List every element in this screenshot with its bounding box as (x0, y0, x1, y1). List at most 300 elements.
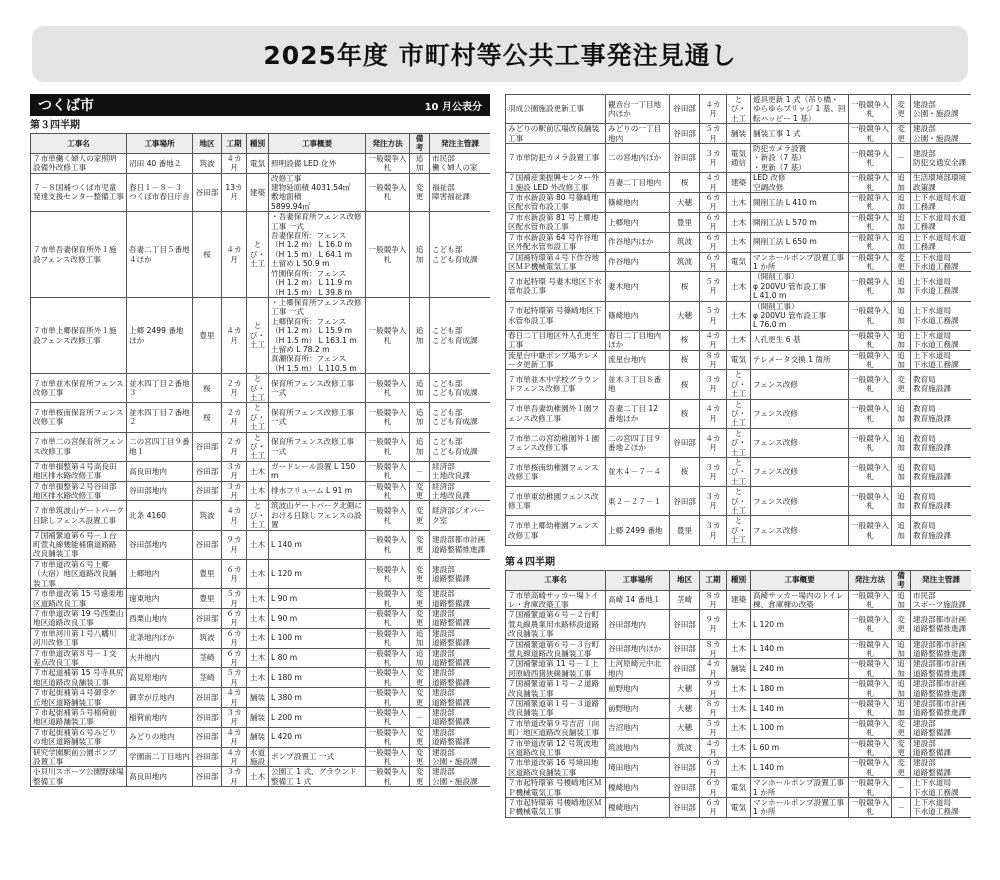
district-cell: 桜 (670, 330, 700, 350)
duration-cell: ８カ月 (700, 590, 727, 610)
table-row (506, 124, 972, 144)
department-cell: 教育局 教育施設課 (911, 516, 972, 545)
table-row (506, 798, 972, 818)
department-cell: 教育局 教育施設課 (911, 370, 972, 399)
remarks-cell: 変更 (410, 559, 430, 588)
work-location-cell: 流星台地内 (606, 350, 670, 370)
department-cell: 上下水道局 下水道工務課 (911, 330, 972, 350)
bidding-method-cell: 一般競争入札 (366, 668, 410, 688)
work-type-cell: 水道施設 (247, 747, 269, 767)
work-summary-cell: 人孔更生 6 基 (751, 330, 849, 350)
work-type-cell: 土木 (247, 530, 269, 559)
duration-cell: ４カ月 (222, 747, 247, 767)
duration-cell: ４カ月 (700, 659, 727, 679)
remarks-cell: 変更 (410, 530, 430, 559)
department-cell: 生活環境部環境政策課 (911, 173, 972, 193)
remarks-cell: 変更 (892, 610, 911, 639)
work-name-cell: ７市起特環 号妻木地区下水管布設工事 (506, 272, 606, 301)
work-type-cell: 土木 (247, 608, 269, 628)
bidding-method-cell: 一般競争入札 (849, 738, 892, 758)
work-summary-cell: 排水フリューム L 91 m (269, 481, 366, 501)
table-row (506, 698, 972, 718)
bidding-method-cell: 一般競争入札 (366, 559, 410, 588)
table-row (31, 173, 491, 212)
bidding-method-cell: 一般競争入札 (849, 590, 892, 610)
district-cell: 筑波 (193, 153, 222, 173)
department-cell: 建設部 道路整備課 (430, 559, 491, 588)
work-name-cell: ７市単高崎サッカー場トイレ・倉庫改築工事 (506, 590, 606, 610)
duration-cell: ６カ月 (222, 608, 247, 628)
duration-cell: ３カ月 (222, 767, 247, 787)
work-name-cell: ７市単桜南幼稚園フェンス改修工事 (506, 458, 606, 487)
remarks-cell: 追加 (892, 659, 911, 679)
duration-cell: ６カ月 (700, 758, 727, 778)
column-header-bidding-method: 発注方法 (366, 134, 410, 154)
department-cell: こども部 こども育成課 (430, 297, 491, 373)
table-row (506, 659, 972, 679)
bidding-method-cell: 一般競争入札 (849, 95, 892, 124)
remarks-cell: 追加 (892, 330, 911, 350)
work-summary-cell: テレメータ交換 1 箇所 (751, 350, 849, 370)
department-cell: 建設部都市計画道路整備推進課 (911, 698, 972, 718)
work-name-cell: ７市単二の宮幼稚園外１園フェンス改修工事 (506, 428, 606, 457)
bidding-method-cell: 一般競争入札 (366, 432, 410, 461)
remarks-cell: 変更 (892, 370, 911, 399)
duration-cell: ４カ月 (700, 399, 727, 428)
work-location-cell: 筑波地内 (606, 738, 670, 758)
work-name-cell: ７市単働く婦人の家照明設備外改修工事 (31, 153, 127, 173)
duration-cell: ４カ月 (700, 173, 727, 193)
table-row (31, 648, 491, 668)
district-cell: 桜 (670, 399, 700, 428)
bidding-method-cell: 一般競争入札 (849, 212, 892, 232)
district-cell: 大穂 (670, 698, 700, 718)
bidding-method-cell: 一般競争入札 (849, 458, 892, 487)
work-location-cell: 高良田地内 (127, 767, 193, 787)
department-cell: 建設部 公園・施設課 (911, 124, 972, 144)
work-summary-cell: L 180 m (751, 679, 849, 699)
column-header-duration: 工期 (222, 134, 247, 154)
work-summary-cell: L 60 m (751, 738, 849, 758)
page-title: 2025年度 市町村等公共工事発注見通し (263, 41, 737, 70)
remarks-cell: 追加 (410, 153, 430, 173)
duration-cell: ４カ月 (700, 428, 727, 457)
table-row (506, 350, 972, 370)
work-name-cell: ７市単道改第 19 号西栗山地区道路改良工事 (31, 608, 127, 628)
work-name-cell: ７市単筑波山ゲートパーク日除しフェンス設置工事 (31, 501, 127, 530)
table-row (31, 297, 491, 373)
duration-cell: ５カ月 (222, 668, 247, 688)
work-name-cell: ７市起特環第 号篠崎地区下水管布設工事 (506, 301, 606, 330)
bidding-method-cell: 一般競争入札 (849, 173, 892, 193)
work-location-cell: 境田地内 (606, 758, 670, 778)
district-cell: 谷田部 (670, 610, 700, 639)
department-cell: 福祉部 障害福祉課 (430, 173, 491, 212)
work-summary-cell: 保育所フェンス改修工事 一式 (269, 374, 366, 403)
remarks-cell: 追加 (892, 458, 911, 487)
table-row (31, 212, 491, 298)
remarks-cell: 変更 (410, 688, 430, 708)
department-cell: 経済部ジオパーク室 (430, 501, 491, 530)
district-cell: 谷田部 (670, 798, 700, 818)
table-row (31, 589, 491, 609)
work-summary-cell: 開削工法 L 650 m (751, 232, 849, 252)
work-type-cell: とび・土工 (247, 501, 269, 530)
q3-works-table-continued (505, 94, 971, 546)
work-location-cell: 吾妻二丁目 12 番地ほか (606, 399, 670, 428)
work-summary-cell: フェンス改修 (751, 370, 849, 399)
work-name-cell: ７国補産業振興センター外１施設 LED 外改修工事 (506, 173, 606, 193)
duration-cell: ８カ月 (700, 698, 727, 718)
department-cell: 建設部都市計画道路整備推進課 (911, 679, 972, 699)
table-row (31, 461, 491, 481)
work-summary-cell: L 200 m (269, 707, 366, 727)
city-name: つくば市 (38, 98, 94, 114)
work-type-cell: とび・土工 (247, 403, 269, 432)
department-cell: 教育局 教育施設課 (911, 399, 972, 428)
bidding-method-cell: 一般競争入札 (366, 297, 410, 373)
remarks-cell: 追加 (892, 639, 911, 659)
department-cell: 上下水道局水道工務課 (911, 232, 972, 252)
column-header-work-type: 種別 (247, 134, 269, 154)
work-name-cell: ７市起街補第６号みどりの地区道路舗装工事 (31, 727, 127, 747)
work-name-cell: ７市単上郷保育所外１施設フェンス改修工事 (31, 297, 127, 373)
remarks-cell: 変更 (892, 718, 911, 738)
district-cell: 大穂 (670, 718, 700, 738)
work-name-cell: ７市単道改第 16 号境田地区道路改良舗装工事 (506, 758, 606, 778)
work-summary-cell: フェンス改修 (751, 458, 849, 487)
table-row (31, 668, 491, 688)
work-location-cell: 谷田部地内 (606, 610, 670, 639)
work-type-cell: とび・土工 (727, 487, 751, 516)
work-type-cell: 電気 (727, 778, 751, 798)
work-type-cell: 舗装 (727, 124, 751, 144)
department-cell: 建設部 道路整備課 (430, 668, 491, 688)
bidding-method-cell: 一般競争入札 (849, 232, 892, 252)
table-row (31, 501, 491, 530)
bidding-method-cell: 一般競争入札 (849, 659, 892, 679)
bidding-method-cell: 一般競争入札 (849, 301, 892, 330)
duration-cell: ５カ月 (700, 124, 727, 144)
department-cell: こども部 こども育成課 (430, 212, 491, 298)
table-header-row (506, 570, 972, 590)
work-summary-cell: L 140 m (269, 530, 366, 559)
remarks-cell: 追加 (410, 403, 430, 432)
work-summary-cell: L 140 m (751, 698, 849, 718)
district-cell: 谷田部 (193, 530, 222, 559)
department-cell: 建設部 道路整備課 (430, 727, 491, 747)
column-header-duration: 工期 (700, 570, 727, 590)
work-name-cell: みどりの駅前広場改良舗装工事 (506, 124, 606, 144)
work-location-cell: 北条地内ほか (127, 628, 193, 648)
work-type-cell: 土木 (727, 330, 751, 350)
department-cell: 上下水道局 下水道工務課 (911, 350, 972, 370)
bidding-method-cell: 一般競争入札 (366, 403, 410, 432)
department-cell: 上下水道局 下水道工務課 (911, 798, 972, 818)
department-cell: 建設部 道路整備課 (430, 707, 491, 727)
remarks-cell: 追加 (410, 212, 430, 298)
work-summary-cell: フェンス改修 (751, 487, 849, 516)
remarks-cell: 追加 (892, 212, 911, 232)
work-name-cell: ７国補緊道第６号－１台町萱丸線幾能補償道路路改良舗装工事 (31, 530, 127, 559)
work-location-cell: 遠東地内 (127, 589, 193, 609)
district-cell: 豊里 (193, 297, 222, 373)
work-type-cell: 土木 (247, 628, 269, 648)
work-summary-cell: ガードレール設置 L 150 m (269, 461, 366, 481)
table-row (506, 458, 972, 487)
work-summary-cell: （開削工事） φ 200VU 管布設工事 L 41.0 m (751, 272, 849, 301)
department-cell: 市民部 スポーツ施設課 (911, 590, 972, 610)
column-header-remarks: 備考 (410, 134, 430, 154)
bidding-method-cell: 一般競争入札 (849, 252, 892, 272)
bidding-method-cell: 一般競争入札 (366, 628, 410, 648)
bidding-method-cell: 一般競争入札 (849, 193, 892, 213)
bidding-method-cell: 一般競争入札 (366, 153, 410, 173)
bidding-method-cell: 一般競争入札 (849, 698, 892, 718)
duration-cell: ４カ月 (222, 297, 247, 373)
column-header-work-summary: 工事概要 (269, 134, 366, 154)
work-summary-cell: L 140 m (751, 758, 849, 778)
work-type-cell: 舗装 (247, 688, 269, 708)
district-cell: 谷田部 (193, 707, 222, 727)
department-cell: 建設部 道路整備課 (911, 718, 972, 738)
work-type-cell: とび・土工 (727, 516, 751, 545)
work-name-cell: ７国補特環第４号下作谷地区ＭＰ機械電気工事 (506, 252, 606, 272)
table-row (506, 718, 972, 738)
work-location-cell: 春日１－８－３ つくば市春日庁舎 (127, 173, 193, 212)
table-row (506, 232, 972, 252)
remarks-cell: 変更 (410, 608, 430, 628)
right-column (505, 94, 971, 876)
duration-cell: ６カ月 (700, 212, 727, 232)
work-type-cell: とび・土工 (247, 432, 269, 461)
bidding-method-cell: 一般競争入札 (849, 487, 892, 516)
duration-cell: ３カ月 (700, 487, 727, 516)
work-location-cell: 並木四丁目７番地２ (127, 403, 193, 432)
work-type-cell: とび・土工 (727, 399, 751, 428)
work-location-cell: 上郷 2499 番地 (606, 516, 670, 545)
department-cell: 建設部 道路整備課 (911, 758, 972, 778)
department-cell: 建設部都市計画道路整備推進課 (911, 639, 972, 659)
duration-cell: ６カ月 (222, 559, 247, 588)
table-row (31, 767, 491, 787)
work-type-cell: 電気通信 (727, 144, 751, 173)
work-type-cell: とび・土工 (247, 374, 269, 403)
district-cell: 谷田部 (193, 688, 222, 708)
remarks-cell: 追加 (892, 232, 911, 252)
department-cell: 教育局 教育施設課 (911, 487, 972, 516)
column-header-bidding-method: 発注方法 (849, 570, 892, 590)
department-cell: 建設部 道路整備課 (430, 688, 491, 708)
bidding-method-cell: 一般競争入札 (849, 350, 892, 370)
district-cell: 茎崎 (670, 590, 700, 610)
remarks-cell: － (892, 798, 911, 818)
work-type-cell: 土木 (247, 481, 269, 501)
work-summary-cell: L 90 m (269, 589, 366, 609)
column-header-department: 発注主管課 (911, 570, 972, 590)
work-name-cell: ７市水新設第 64 号作谷地区外配水管布設工事 (506, 232, 606, 252)
district-cell: 桜 (670, 173, 700, 193)
department-cell: 上下水道局 下水道工務課 (911, 272, 972, 301)
duration-cell: ５カ月 (700, 718, 727, 738)
district-cell: 谷田部 (670, 639, 700, 659)
work-name-cell: ７市単損整第２号谷田部地区排水路改修工事 (31, 481, 127, 501)
district-cell: 桜 (670, 272, 700, 301)
remarks-cell: 追加 (892, 698, 911, 718)
bidding-method-cell: 一般競争入札 (849, 718, 892, 738)
work-name-cell: ７国補緊道第１号－３道路改良舗装工事 (506, 698, 606, 718)
district-cell: 谷田部 (193, 608, 222, 628)
duration-cell: ９カ月 (700, 610, 727, 639)
work-type-cell: 土木 (727, 698, 751, 718)
district-cell: 豊里 (193, 589, 222, 609)
bidding-method-cell: 一般競争入札 (849, 144, 892, 173)
work-summary-cell: 舗装工事 1 式 (751, 124, 849, 144)
work-type-cell: 土木 (727, 212, 751, 232)
work-location-cell: 上河原崎元中北地内 (606, 659, 670, 679)
work-location-cell: 谷田部地内ほか (606, 639, 670, 659)
work-location-cell: 北条 4160 (127, 501, 193, 530)
table-row (506, 272, 972, 301)
work-summary-cell: L 100 m (751, 718, 849, 738)
work-location-cell: 二の宮四丁目９番地２ほか (606, 428, 670, 457)
city-header (30, 94, 490, 116)
duration-cell: ４カ月 (700, 738, 727, 758)
remarks-cell: 追加 (892, 516, 911, 545)
work-location-cell: 高良田地内 (127, 461, 193, 481)
bidding-method-cell: 一般競争入札 (366, 212, 410, 298)
table-row (31, 374, 491, 403)
work-type-cell: 電気 (727, 252, 751, 272)
work-summary-cell: 保育所フェンス改修工事 一式 (269, 403, 366, 432)
work-name-cell: ７市単道改第８号－１交差点改良工事 (31, 648, 127, 668)
duration-cell: ５カ月 (222, 589, 247, 609)
department-cell: 建設部都市計画道路整備推進課 (911, 659, 972, 679)
duration-cell: ４カ月 (222, 212, 247, 298)
work-type-cell: 電気 (247, 153, 269, 173)
bidding-method-cell: 一般競争入札 (849, 272, 892, 301)
bidding-method-cell: 一般競争入札 (366, 501, 410, 530)
duration-cell: 13カ月 (222, 173, 247, 212)
table-row (506, 758, 972, 778)
remarks-cell: 変更 (892, 758, 911, 778)
remarks-cell: － (892, 778, 911, 798)
district-cell: 桜 (193, 374, 222, 403)
duration-cell: ２カ月 (222, 374, 247, 403)
district-cell: 谷田部 (670, 144, 700, 173)
work-location-cell: 前野地内 (606, 679, 670, 699)
work-type-cell: 土木 (727, 232, 751, 252)
table-row (506, 487, 972, 516)
district-cell: 茎崎 (193, 668, 222, 688)
work-name-cell: ７市単桜南保育所フェンス改修工事 (31, 403, 127, 432)
duration-cell: ３カ月 (700, 144, 727, 173)
work-name-cell: ７市起特環第 号榎崎地区ＭＰ機械電気工事 (506, 778, 606, 798)
duration-cell: ４カ月 (222, 153, 247, 173)
work-summary-cell: L 140 m (751, 639, 849, 659)
duration-cell: ５カ月 (700, 272, 727, 301)
remarks-cell: 変更 (410, 589, 430, 609)
work-location-cell: 篠崎地内 (606, 301, 670, 330)
work-summary-cell: L 180 m (269, 668, 366, 688)
column-header-work-type: 種別 (727, 570, 751, 590)
table-header-row (31, 134, 491, 154)
district-cell: 谷田部 (193, 747, 222, 767)
bidding-method-cell: 一般競争入札 (366, 481, 410, 501)
work-location-cell: 東２－２７－１ (606, 487, 670, 516)
bidding-method-cell: 一般競争入札 (366, 589, 410, 609)
work-summary-cell: L 420 m (269, 727, 366, 747)
work-location-cell: みどりの一丁目地内 (606, 124, 670, 144)
work-type-cell: とび・土工 (247, 212, 269, 298)
work-location-cell: 上郷地内 (606, 212, 670, 232)
work-location-cell: 谷田部地内 (127, 481, 193, 501)
work-summary-cell: L 380 m (269, 688, 366, 708)
district-cell: 谷田部 (193, 767, 222, 787)
department-cell: 市民部 働く婦人の家 (430, 153, 491, 173)
bidding-method-cell: 一般競争入札 (366, 374, 410, 403)
work-location-cell: 高崎 14 番地１ (606, 590, 670, 610)
quarter-heading-q4: 第４四半期 (505, 556, 555, 568)
department-cell: 上下水道局水道工務課 (911, 193, 972, 213)
column-header-work-name: 工事名 (31, 134, 127, 154)
district-cell: 豊里 (670, 212, 700, 232)
duration-cell: ２カ月 (222, 403, 247, 432)
district-cell: 桜 (670, 370, 700, 399)
work-type-cell: 土木 (727, 758, 751, 778)
work-summary-cell: 開削工法 L 410 m (751, 193, 849, 213)
table-row (506, 173, 972, 193)
district-cell: 谷田部 (193, 432, 222, 461)
table-row (506, 738, 972, 758)
work-summary-cell: 改修工事 建物延面積 4031.54㎡ 敷地面積 5899.94㎡ (269, 173, 366, 212)
duration-cell: ６カ月 (700, 232, 727, 252)
table-row (31, 688, 491, 708)
department-cell: 建設部都市計画道路整備推進課 (430, 530, 491, 559)
work-name-cell: ７市水新設第 81 号上郷地区配水管布設工事 (506, 212, 606, 232)
column-header-district: 地区 (670, 570, 700, 590)
work-name-cell: ７市単並木保育所フェンス改修工事 (31, 374, 127, 403)
work-name-cell: 流星台中継ポンプ場テレメータ更新工事 (506, 350, 606, 370)
work-name-cell: ７市単東幼稚園フェンス改修工事 (506, 487, 606, 516)
remarks-cell: 追加 (410, 432, 430, 461)
work-location-cell: 上郷地内 (127, 559, 193, 588)
work-summary-cell: フェンス改修 (751, 428, 849, 457)
table-row (506, 330, 972, 350)
bidding-method-cell: 一般競争入札 (849, 639, 892, 659)
work-summary-cell: 防犯カメラ設置 ・新設（7 基） ・更新（7 基） (751, 144, 849, 173)
left-column (30, 94, 490, 876)
work-name-cell: ７国補緊道第１号－２道路改良舗装工事 (506, 679, 606, 699)
work-type-cell: 土木 (727, 718, 751, 738)
column-header-work-location: 工事場所 (606, 570, 670, 590)
work-summary-cell: 筑波山ゲートパーク北側における日除しフェンスの設置 (269, 501, 366, 530)
column-header-district: 地区 (193, 134, 222, 154)
quarter-heading-q3: 第３四半期 (30, 120, 80, 131)
district-cell: 桜 (670, 350, 700, 370)
title-banner (32, 26, 968, 82)
work-location-cell: 並木４－７－４ (606, 458, 670, 487)
column-header-work-summary: 工事概要 (751, 570, 849, 590)
duration-cell: ６カ月 (700, 252, 727, 272)
work-location-cell: 作谷地内ほか (606, 232, 670, 252)
remarks-cell: 追加 (892, 350, 911, 370)
department-cell: 上下水道局 下水道工務課 (911, 252, 972, 272)
table-row (506, 428, 972, 457)
bidding-method-cell: 一般競争入札 (366, 461, 410, 481)
work-location-cell: 榎崎地内 (606, 778, 670, 798)
work-name-cell: ７市単河川第１号八幡川河川改修工事 (31, 628, 127, 648)
